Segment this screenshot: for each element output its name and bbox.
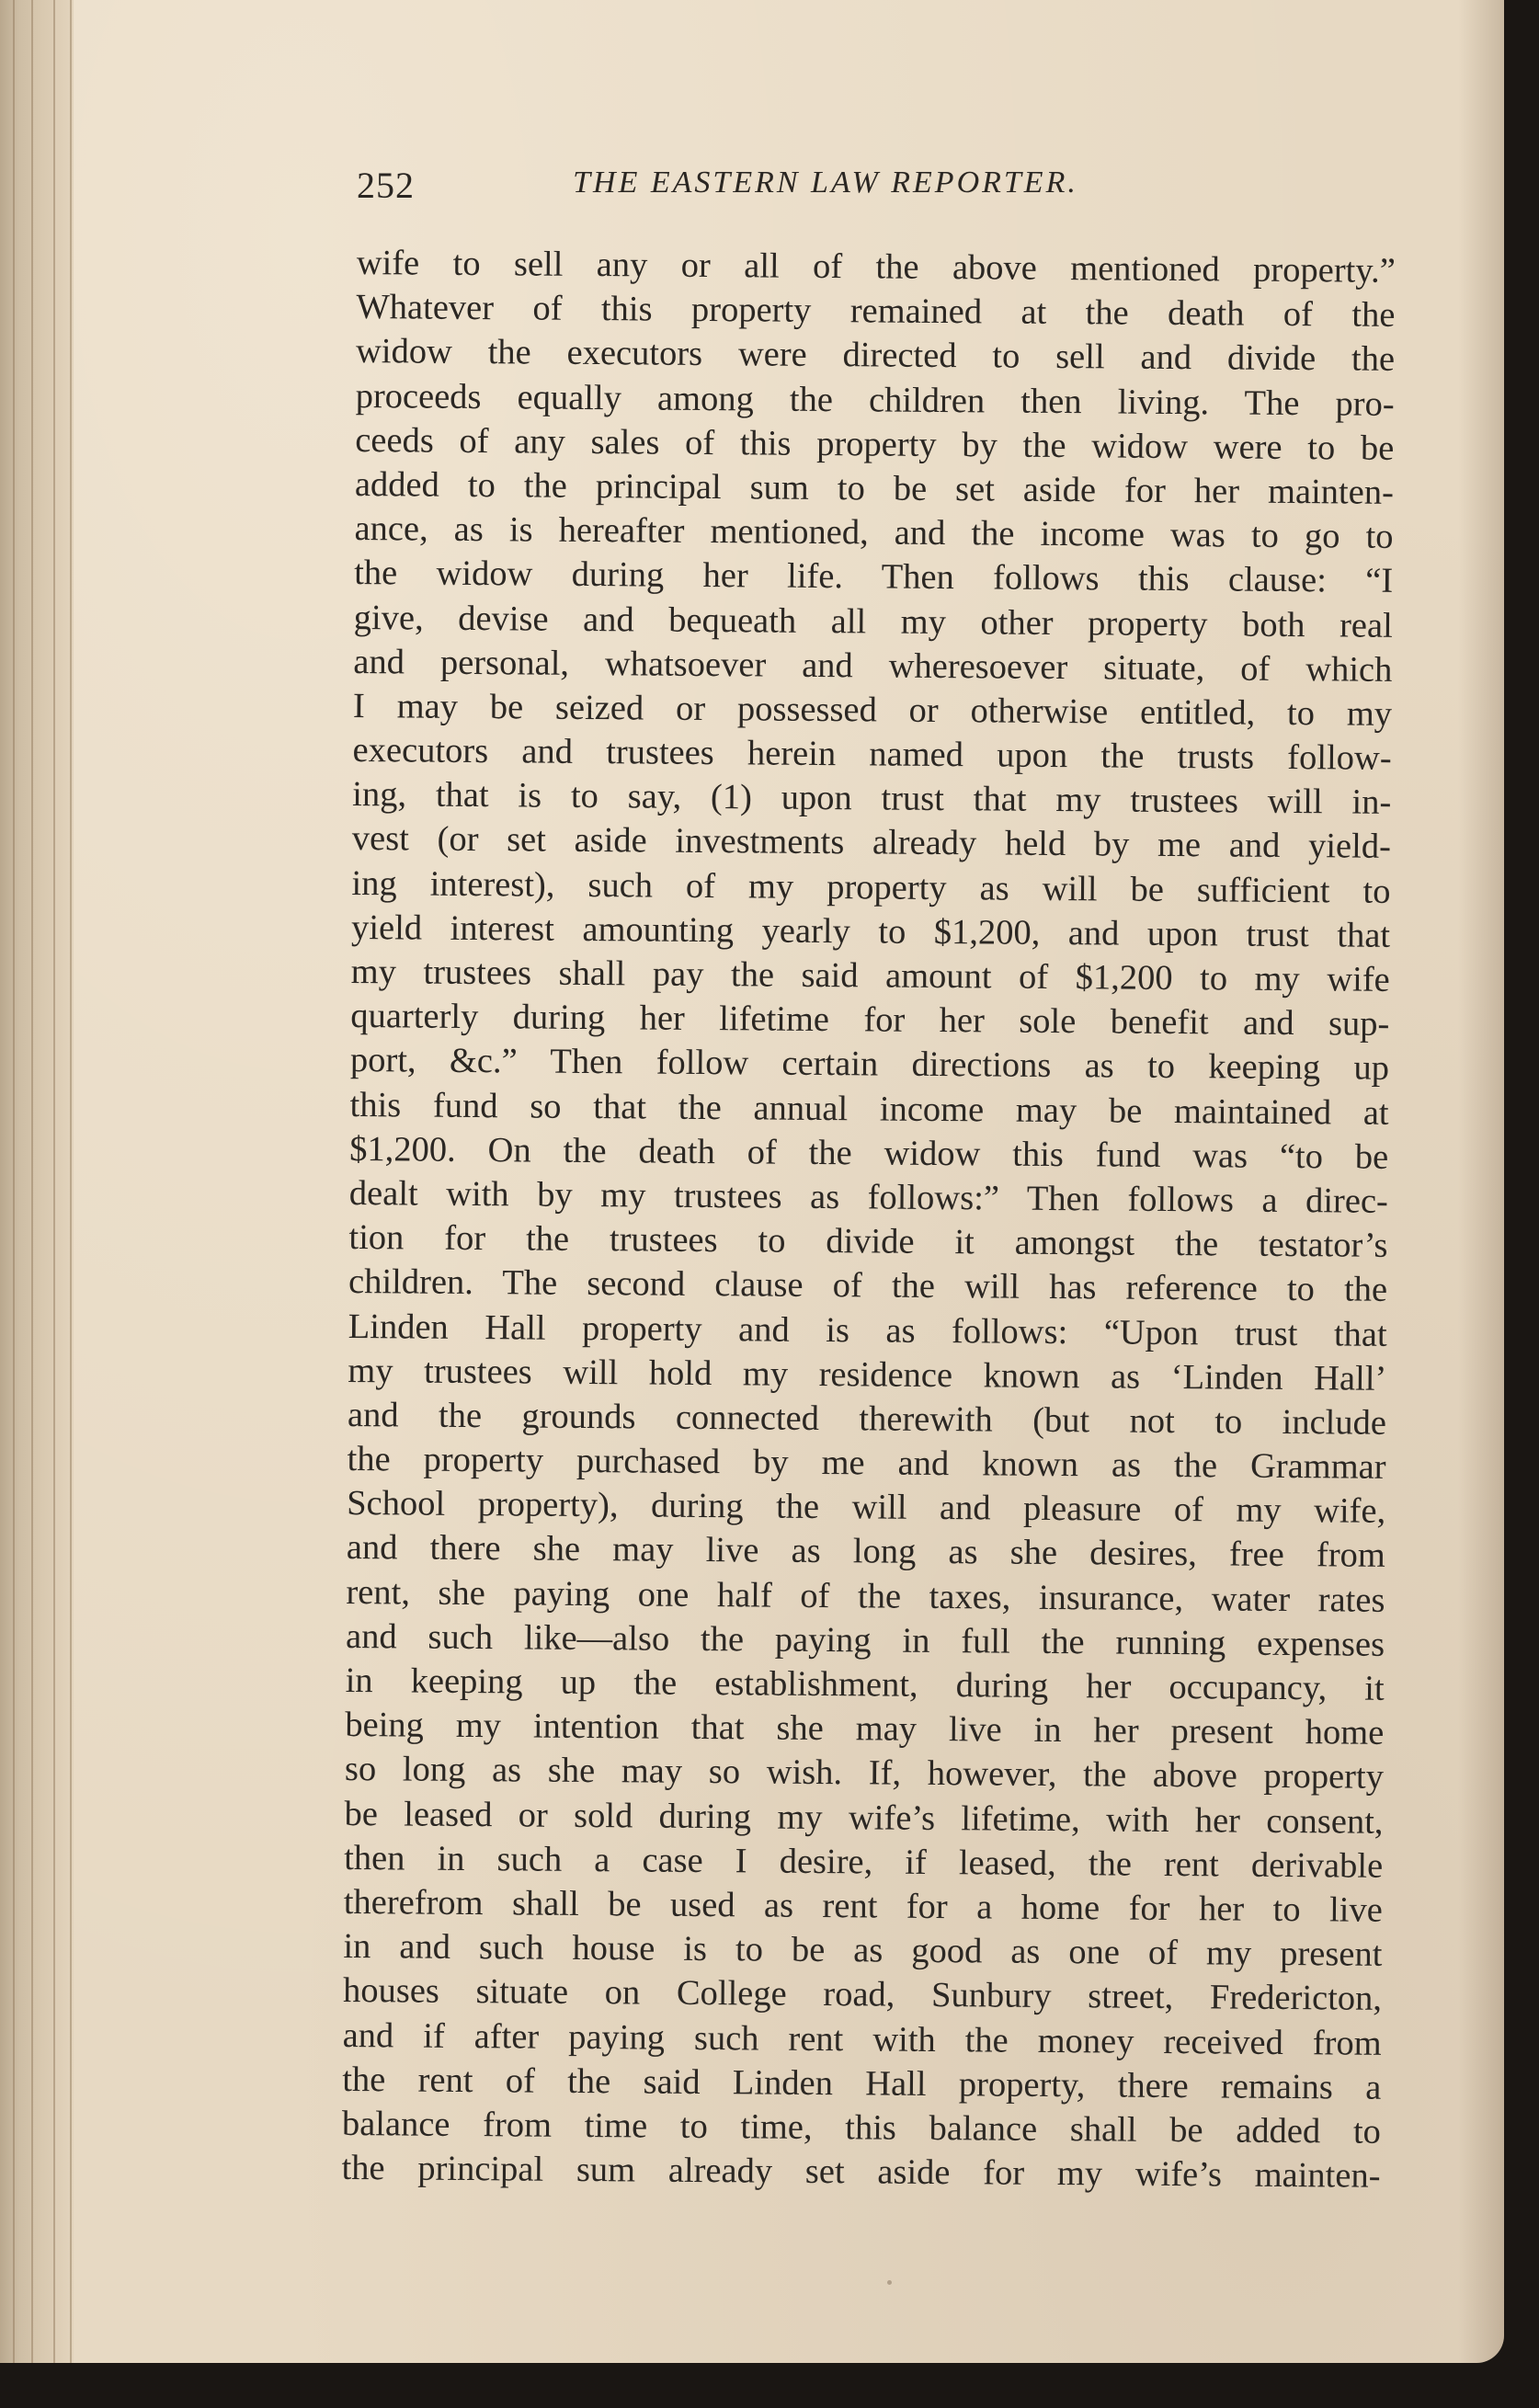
text-line: Whatever of this property remained at the death of the (356, 288, 1396, 336)
text-line: School property), during the will and pleasure of my wife, (347, 1484, 1386, 1532)
text-line: and if after paying such rent with the money received from (342, 2015, 1382, 2063)
text-line: added to the principal sum to be set aside for her mainten- (354, 464, 1395, 512)
page-header (357, 164, 1212, 219)
text-line: the property purchased by me and known as the Grammar (347, 1440, 1386, 1487)
text-line: ance, as is hereafter mentioned, and the income was to go to (354, 509, 1394, 556)
ink-mark (887, 2280, 892, 2285)
text-line: this fund so that the annual income may be maintained at (349, 1085, 1389, 1133)
text-line: houses situate on College road, Sunbury street, Fredericton, (342, 1971, 1383, 2019)
text-line: wife to sell any or all of the above mentioned property.” (356, 243, 1396, 291)
text-line: be leased or sold during my wife’s lifetime, with her consent, (344, 1794, 1384, 1842)
text-line: I may be seized or possessed or otherwise entitled, to my (352, 686, 1393, 734)
page-edge-shadow (1458, 0, 1504, 2363)
gutter-line (53, 0, 55, 2363)
text-line: vest (or set aside investments already held by me and yield- (351, 819, 1392, 867)
text-line: give, devise and bequeath all my other property both real (353, 598, 1393, 645)
text-line: being my intention that she may live in her present home (345, 1706, 1385, 1753)
running-head: THE EASTERN LAW REPORTER. (573, 165, 1078, 200)
text-line: so long as she may so wish. If, however, the above property (344, 1750, 1385, 1797)
page-number: 252 (357, 165, 415, 206)
body-text (341, 241, 1396, 2198)
text-line: ing, that is to say, (1) upon trust that my trustees will in- (352, 775, 1392, 823)
text-line: children. The second clause of the will has reference to the (348, 1262, 1388, 1310)
text-line: Linden Hall property and is as follows: “Upon trust that (348, 1307, 1387, 1354)
text-line: executors and trustees herein named upon the trusts follow- (352, 731, 1392, 778)
text-line: quarterly during her lifetime for her sole benefit and sup- (350, 997, 1390, 1044)
gutter-line (31, 0, 33, 2363)
text-line: therefrom shall be used as rent for a home for her to live (343, 1882, 1383, 1930)
text-line: tion for the trustees to divide it amongst the testator’s (348, 1218, 1388, 1265)
text-line: proceeds equally among the children then living. The pro- (355, 376, 1395, 424)
text-line: rent, she paying one half of the taxes, insurance, water rates (346, 1572, 1385, 1620)
text-line: then in such a case I desire, if leased, the rent derivable (344, 1838, 1384, 1886)
text-line: my trustees will hold my residence known as ‘Linden Hall’ (348, 1351, 1387, 1398)
text-line: and the grounds connected therewith (but not to include (347, 1395, 1387, 1443)
text-line: dealt with by my trustees as follows:” Then follows a direc- (348, 1173, 1388, 1221)
text-line: ceeds of any sales of this property by the widow were to be (355, 420, 1395, 468)
text-line: port, &c.” Then follow certain directions as to keeping up (349, 1041, 1390, 1089)
gutter-line (70, 0, 72, 2363)
page-gutter (0, 0, 74, 2363)
text-line: balance from time to time, this balance shall be added to (341, 2104, 1382, 2151)
text-line: widow the executors were directed to sell and divide the (355, 332, 1396, 380)
text-line: and there she may live as long as she desires, free from (346, 1528, 1385, 1576)
text-line: my trustees shall pay the said amount of $1,200 to my wife (350, 952, 1390, 999)
text-line: yield interest amounting yearly to $1,200, and upon trust that (350, 907, 1391, 955)
text-line: the principal sum already set aside for my wife’s mainten- (341, 2148, 1381, 2196)
text-line: $1,200. On the death of the widow this fund was “to be (349, 1129, 1389, 1177)
text-line: the widow during her life. Then follows this clause: “I (353, 553, 1394, 601)
text-line: the rent of the said Linden Hall property, there remains a (342, 2060, 1382, 2107)
text-line: ing interest), such of my property as will be sufficient to (351, 863, 1391, 911)
text-line: and personal, whatsoever and wheresoever situate, of which (353, 642, 1393, 690)
text-line: in and such house is to be as good as one of my present (343, 1927, 1383, 1974)
text-line: and such like—also the paying in full the running expenses (345, 1616, 1385, 1664)
text-line: in keeping up the establishment, during her occupancy, it (345, 1660, 1385, 1708)
gutter-line (13, 0, 15, 2363)
